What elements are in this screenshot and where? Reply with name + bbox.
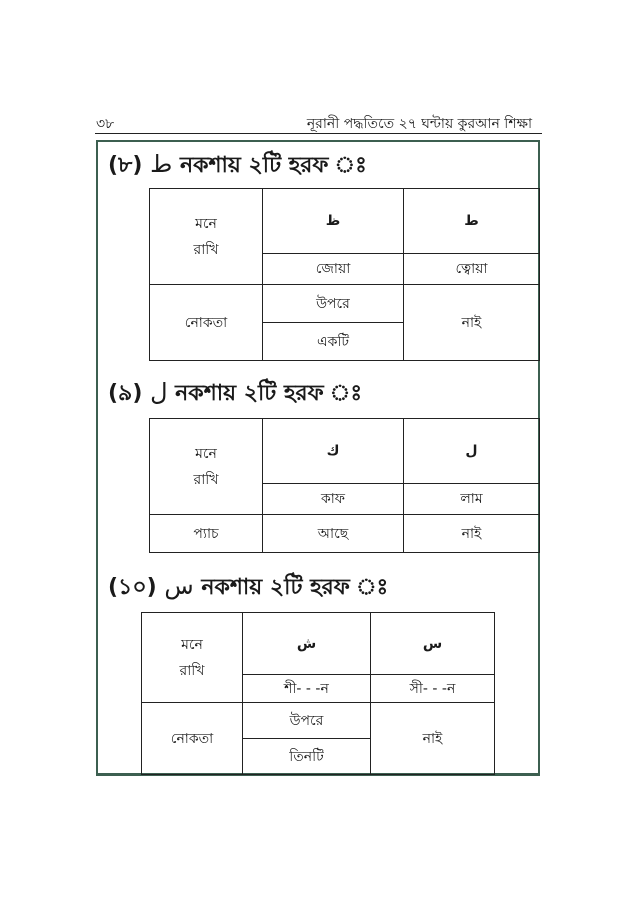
remember-line-1: মনে	[195, 215, 217, 232]
remember-line-1: মনে	[181, 636, 203, 653]
page-number: ৩৮	[96, 116, 115, 132]
row-label: প্যাচ	[150, 515, 263, 553]
curl-present: আছে	[263, 515, 404, 553]
letter-name-right: ত্বোয়া	[404, 254, 540, 285]
section-9-table	[149, 418, 540, 553]
letter-name-left: শী- - -ন	[243, 675, 371, 703]
dot-none: নাই	[371, 703, 495, 775]
remember-line-2: রাখি	[193, 471, 219, 488]
arabic-letter-lam: ل	[404, 419, 540, 484]
running-title: নূরানী পদ্ধতিতে ২৭ ঘন্টায় কুরআন শিক্ষা	[306, 116, 532, 132]
section-8-heading	[108, 148, 367, 185]
section-10-number: (১০)	[108, 575, 157, 600]
dot-position: উপরে	[243, 703, 371, 739]
remember-line-1: মনে	[195, 445, 217, 462]
section-10-table	[141, 612, 495, 775]
section-9-heading	[108, 376, 362, 413]
dot-count: একটি	[263, 323, 404, 361]
letter-name-right: লাম	[404, 484, 540, 515]
section-10-title: নকশায় ২টি হরফ ঃ	[201, 575, 389, 600]
remember-line-2: রাখি	[179, 662, 205, 679]
arabic-letter-seen: س	[371, 613, 495, 675]
letter-name-right: সী- - -ন	[371, 675, 495, 703]
row-label: নোকতা	[142, 703, 243, 775]
arabic-letter-toa: ط	[404, 189, 540, 254]
section-8-letter: ط	[150, 150, 173, 178]
row-label: নোকতা	[150, 285, 263, 361]
section-10-heading	[108, 570, 388, 607]
section-10-letter: س	[164, 572, 194, 600]
dot-count: তিনটি	[243, 739, 371, 775]
arabic-letter-kaf: ك	[263, 419, 404, 484]
letter-name-left: কাফ	[263, 484, 404, 515]
remember-line-2: রাখি	[193, 241, 219, 258]
section-8-table	[149, 188, 540, 361]
section-8-number: (৮)	[108, 153, 143, 178]
remember-cell	[150, 419, 263, 515]
dot-position: উপরে	[263, 285, 404, 323]
section-9-number: (৯)	[108, 381, 143, 406]
letter-name-left: জোয়া	[263, 254, 404, 285]
section-9-title: নকশায় ২টি হরফ ঃ	[175, 381, 363, 406]
header-rule	[95, 133, 542, 134]
remember-cell	[142, 613, 243, 703]
curl-none: নাই	[404, 515, 540, 553]
arabic-letter-zoa: ظ	[263, 189, 404, 254]
section-9-letter: ل	[150, 378, 168, 406]
section-8-title: নকশায় ২টি হরফ ঃ	[179, 153, 367, 178]
remember-cell	[150, 189, 263, 285]
arabic-letter-sheen: ش	[243, 613, 371, 675]
dot-none: নাই	[404, 285, 540, 361]
